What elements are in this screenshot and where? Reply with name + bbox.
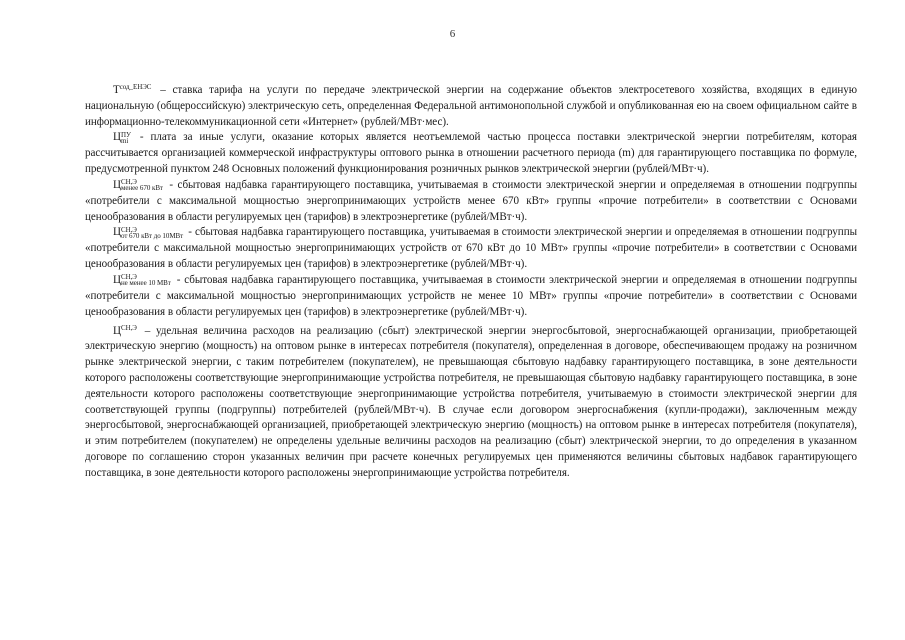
formula-symbol: Ц	[113, 178, 121, 191]
paragraph-text: - сбытовая надбавка гарантирующего поставщика, учитываемая в стоимости электрической энергии и определяемая в отношении подгруппы «потребители с максимальной мощностью энергопринимающих устройств менее 670 кВт» группы «прочие потребители» в соответствии с Основами ценообразования в области регулируемых цен (тарифов) в электроэнергетике (рублей/МВт·ч).	[85, 178, 857, 223]
formula-subscript: от 670 кВт до 10МВт	[120, 231, 184, 240]
paragraph-tariff-unes	[85, 80, 857, 130]
paragraph-other-services-fee	[85, 130, 857, 178]
formula-superscript: СН,Э	[120, 178, 137, 187]
formula-subscript: менее 670 кВт	[120, 184, 163, 193]
document-body	[85, 80, 857, 482]
formula-symbol: T	[113, 83, 120, 96]
formula-superscript: СН,Э	[120, 323, 137, 332]
formula-symbol: Ц	[113, 131, 121, 144]
formula-superscript: СН,Э	[120, 273, 137, 282]
formula-superscript: СН,Э	[120, 225, 137, 234]
formula-symbol: Ц	[113, 273, 121, 286]
formula-index	[121, 132, 131, 145]
formula-symbol: Ц	[113, 324, 121, 337]
paragraph-text: - сбытовая надбавка гарантирующего поставщика, учитываемая в стоимости электрической энергии и определяемая в отношении подгруппы «потребители с максимальной мощностью энергопринимающих устройств от 670 кВт до 10 МВт» группы «прочие потребители» в соответствии с Основами ценообразования в области регулируемых цен (тарифов) в электроэнергетике (рублей/МВт·ч).	[85, 226, 857, 271]
paragraph-text: - плата за иные услуги, оказание которых является неотъемлемой частью процесса поставки электрической энергии потребителям, которая рассчитывается организацией коммерческой инфраструктуры оптового рынка в отношении расчетного периода (m) для гарантирующего поставщика по формуле, предусмотренной пунктом 248 Основных положений функционирования розничных рынков электрической энергии (рублей/МВт·ч).	[85, 131, 857, 176]
page-number: 6	[449, 28, 456, 40]
paragraph-specific-sales-costs	[85, 321, 857, 482]
paragraph-markup-under-670kw	[85, 178, 857, 226]
formula-index	[121, 274, 171, 287]
paragraph-markup-over-10mw	[85, 273, 857, 321]
paragraph-markup-670kw-10mw	[85, 225, 857, 273]
formula-symbol: Ц	[113, 226, 121, 239]
formula-superscript: сод_ЕНЭС	[119, 83, 152, 91]
paragraph-text: – удельная величина расходов на реализацию (сбыт) электрической энергии энергосбытовой, энергоснабжающей организации, приобретающей электрическую энергию (мощность) на оптовом рынке в интересах потребителя (покупателя), определенная в договоре, обеспечивающем продажу на розничном рынке электрической энергии, с таким потребителем (покупателем), не превышающая сбытовую надбавку гарантирующего поставщика, в зоне деятельности которого расположены соответствующие энергопринимающие устройства потребителя, не превышающая сбытовую надбавку гарантирующего поставщика, в зоне деятельности которого расположены соответствующие энергопринимающие устройства потребителя, учитываемую в стоимости электрической энергии для соответствующей группы (подгруппы) потребителей (рублей/МВт·ч). В случае если договором энергоснабжения (купли-продажи), заключенным между энергосбытовой, энергоснабжающей организацией, приобретающей электрическую энергию (мощность) на оптовом рынке в интересах потребителя (покупателя), и этим потребителем (покупателем) не определены удельные величины расходов на реализацию (сбыт) электрической энергии, то до определения в указанном договоре по соглашению сторон указанных величин при расчете конечных регулируемых цен применяются величины сбытовых надбавок гарантирующего поставщика, в зоне деятельности которого расположены энергопринимающие устройства потребителя.	[85, 324, 857, 479]
paragraph-text: - сбытовая надбавка гарантирующего поставщика, учитываемая в стоимости электрической энергии и определяемая в отношении подгруппы «потребители с максимальной мощностью энергопринимающих устройств не менее 10 МВт» группы «прочие потребители» в соответствии с Основами ценообразования в области регулируемых цен (тарифов) в электроэнергетике (рублей/МВт·ч).	[85, 273, 857, 318]
paragraph-text: – ставка тарифа на услуги по передаче электрической энергии на содержание объектов электросетевого хозяйства, входящих в единую национальную (общероссийскую) электрическую сеть, определенная Федеральной антимонопольной службой и опубликованная ею на своем официальном сайте в информационно-телекоммуникационной сети «Интернет» (рублей/МВт·мес).	[85, 83, 857, 128]
formula-index	[121, 227, 183, 240]
formula-index	[121, 179, 163, 192]
formula-subscript: не менее 10 МВт	[120, 279, 171, 288]
formula-superscript: ПУ	[120, 130, 131, 139]
formula-subscript: mi	[120, 136, 129, 145]
